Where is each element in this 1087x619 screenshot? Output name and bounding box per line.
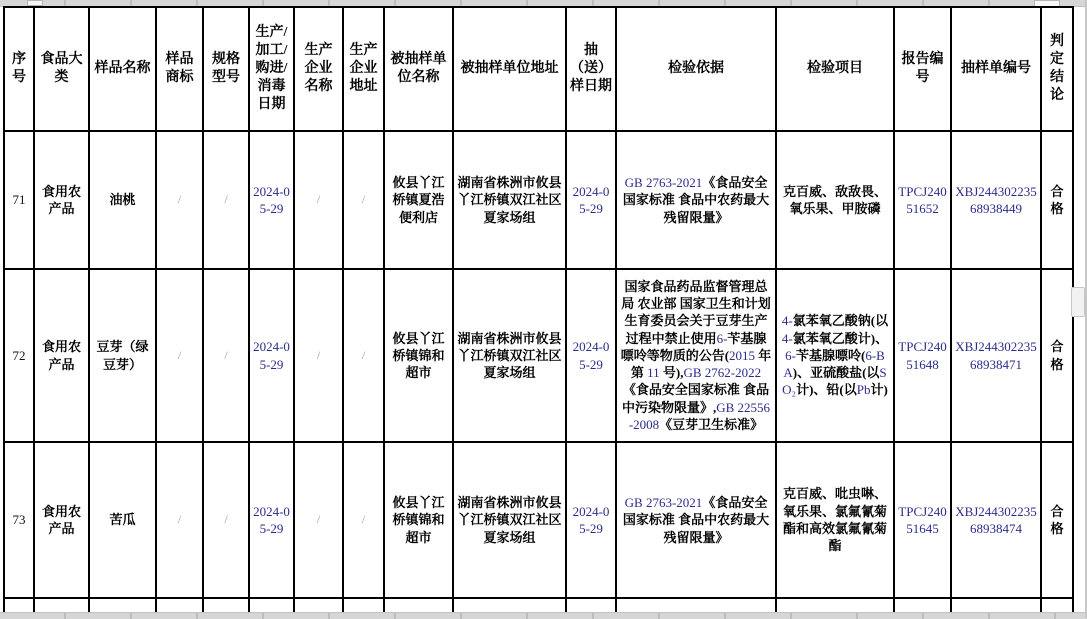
cell: 湖南省株洲市攸县丫江桥镇双江社区夏家场组 [453,269,566,442]
latin-text-run: 71 [12,192,26,208]
cell [1041,598,1073,612]
cell: / [343,131,384,269]
latin-text-run: 4- [781,313,793,329]
cell: 食用农产品 [34,269,89,442]
latin-text-run: 2024-05-29 [253,183,290,216]
cell: / [203,269,249,442]
cell: 食用农产品 [34,131,89,269]
column-header-4: 规格型号 [203,7,249,131]
cell [951,442,1041,598]
cell: GB 2763-2021《食品安全国家标准 食品中农药最大残留限量》 [616,442,776,598]
latin-text-run: 2024-05-29 [572,339,610,372]
cell [894,598,951,612]
cell: / [156,269,203,442]
cell [566,131,616,269]
cell: / [203,442,249,598]
cell [294,598,343,612]
vertical-scrollbar-thumb[interactable] [1071,287,1085,317]
column-header-11: 检验依据 [616,7,776,131]
cell: 国家食品药品监督管理总局 农业部 国家卫生和计划生育委员会关于豆芽生产过程中禁止使用6-苄基腺嘌呤等物质的公告(2015 年第 11 号),GB 2762-2022《食品安全国家标准 食品中污染物限量》,GB 22556-2008《豆芽卫生标准》 [616,269,776,442]
cell [566,598,616,612]
cell [156,598,203,612]
inspection-results-table [3,6,1074,612]
cell: 湖南省株洲市攸县丫江桥镇双江社区夏家场组 [453,131,566,269]
column-header-6: 生产企业名称 [294,7,343,131]
cell: 合格 [1041,131,1073,269]
cell: / [294,131,343,269]
cell: / [156,442,203,598]
latin-text-run: XBJ24430223568938474 [955,503,1037,536]
cell: / [294,442,343,598]
table-body [4,131,1073,612]
column-header-9: 被抽样单位地址 [453,7,566,131]
cell: / [343,442,384,598]
cell [343,598,384,612]
cell: / [294,269,343,442]
latin-text-run: 6- [785,347,796,363]
cell: 油桃 [89,131,156,269]
cell: 攸县丫江桥镇锦和超市 [384,269,453,442]
cell [951,131,1041,269]
latin-text-run: 2024-05-29 [253,503,290,536]
column-header-13: 报告编号 [894,7,951,131]
cell [249,131,294,269]
latin-text-run: 2024-05-29 [253,339,290,372]
column-header-3: 样品商标 [156,7,203,131]
column-header-7: 生产企业地址 [343,7,384,131]
latin-text-run: XBJ24430223568938471 [955,339,1037,372]
latin-text-run: 73 [12,512,26,528]
latin-text-run: 2024-05-29 [572,503,610,536]
column-header-15: 判定结论 [1041,7,1073,131]
cell [566,442,616,598]
cell [616,598,776,612]
cell [453,598,566,612]
cell: 克百威、敌敌畏、氧乐果、甲胺磷 [776,131,894,269]
cell: 合格 [1041,269,1073,442]
cell [4,269,34,442]
cell [34,598,89,612]
header-row [4,7,1073,131]
cell: 攸县丫江桥镇锦和超市 [384,442,453,598]
latin-text-run: TPCJ24051652 [898,183,947,216]
cell: / [156,131,203,269]
cell [894,131,951,269]
cell [4,131,34,269]
cell: 苦瓜 [89,442,156,598]
latin-text-run: GB 2763-2021 [624,495,703,511]
latin-text-run: 6-BA [783,347,885,381]
cell [249,598,294,612]
partially-visible-row [4,598,1073,612]
cell [894,442,951,598]
column-header-12: 检验项目 [776,7,894,131]
cell [776,598,894,612]
cell: GB 2763-2021《食品安全国家标准 食品中农药最大残留限量》 [616,131,776,269]
cell [4,442,34,598]
column-header-10: 抽（送）样日期 [566,7,616,131]
cell: / [203,131,249,269]
table-row [4,131,1073,269]
latin-text-run: Pb [856,382,871,398]
table-row [4,269,1073,442]
latin-text-run: GB 22556-2008 [628,399,771,432]
table-header [4,7,1073,131]
cell: 合格 [1041,442,1073,598]
latin-text-run: 11 [647,365,663,381]
cell [951,269,1041,442]
cell [203,598,249,612]
cell: 湖南省株洲市攸县丫江桥镇双江社区夏家场组 [453,442,566,598]
column-header-5: 生产/加工/购进/消毒日期 [249,7,294,131]
column-header-0: 序号 [4,7,34,131]
cell [894,269,951,442]
latin-text-run: 72 [12,347,26,363]
cell: 攸县丫江桥镇夏浩便利店 [384,131,453,269]
cell: 豆芽（绿豆芽） [89,269,156,442]
table-row [4,442,1073,598]
latin-text-run: 2024-05-29 [572,183,610,216]
cell: 克百威、吡虫啉、氧乐果、氯氟氰菊酯和高效氯氟氰菊酯 [776,442,894,598]
cell: 食用农产品 [34,442,89,598]
cell [89,598,156,612]
latin-text-run: 4- [781,330,793,346]
latin-text-run: XBJ24430223568938449 [955,183,1037,216]
table-viewport [3,6,1081,612]
cell [566,269,616,442]
column-header-8: 被抽样单位名称 [384,7,453,131]
latin-text-run: 6- [716,330,728,346]
column-header-1: 食品大类 [34,7,89,131]
cell [249,442,294,598]
latin-text-run: TPCJ24051645 [898,503,947,536]
latin-text-run: SO₂ [782,365,887,398]
latin-text-run: 2015 [729,347,759,363]
cell [4,598,34,612]
cell [951,598,1041,612]
latin-text-run: TPCJ24051648 [898,339,947,372]
cell: / [343,269,384,442]
cell [384,598,453,612]
cell [249,269,294,442]
column-header-14: 抽样单编号 [951,7,1041,131]
column-header-2: 样品名称 [89,7,156,131]
latin-text-run: GB 2762-2022 [683,365,762,381]
latin-text-run: GB 2763-2021 [624,175,703,191]
cell: 4-氯苯氧乙酸钠(以4-氯苯氧乙酸计)、6-苄基腺嘌呤(6-BA)、亚硫酸盐(以SO₂计)、铅(以Pb计) [776,269,894,442]
